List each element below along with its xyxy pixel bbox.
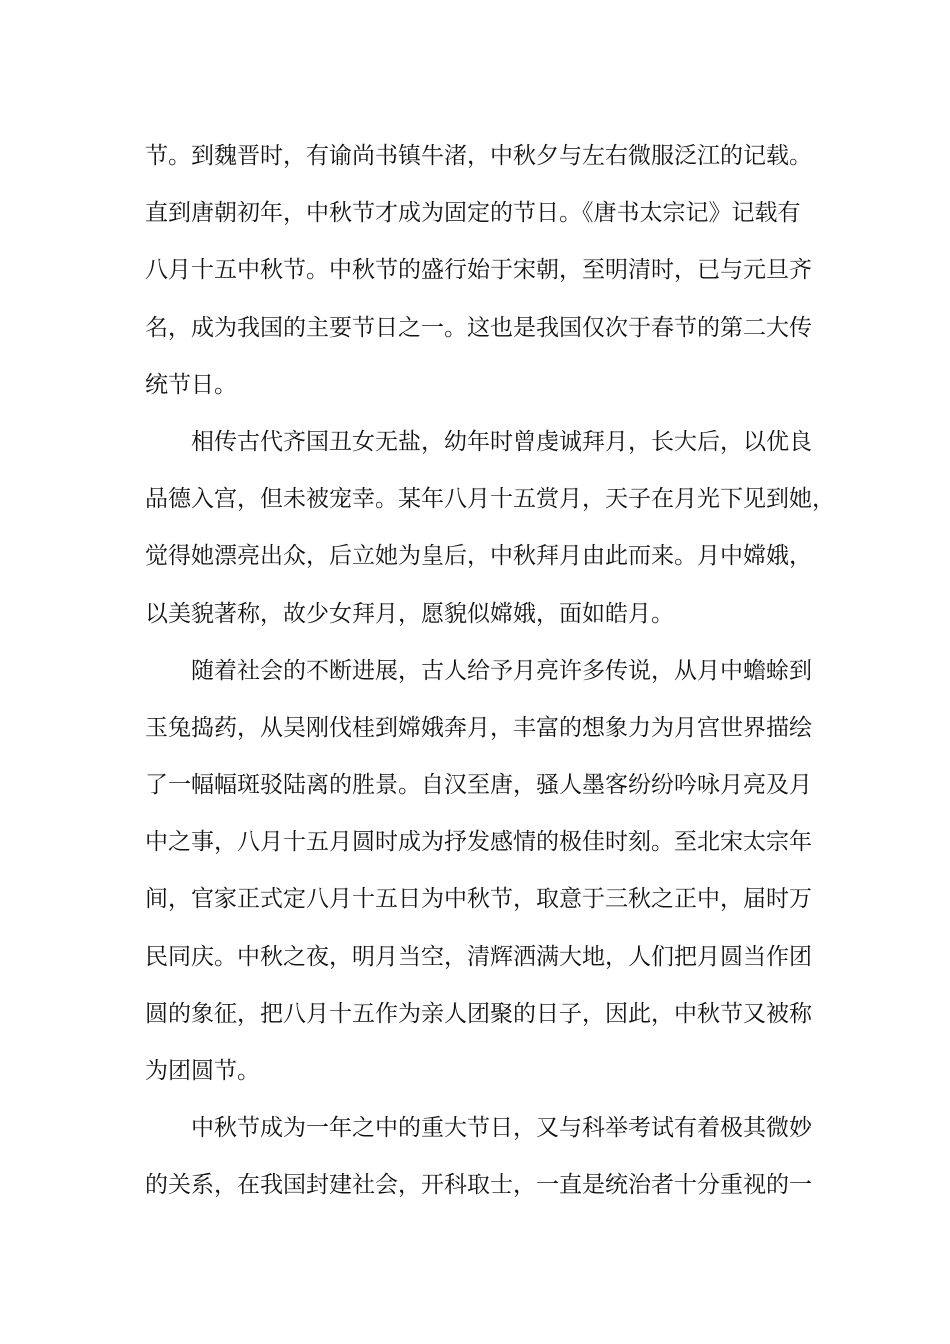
text-line: 中之事，八月十五月圆时成为抒发感情的极佳时刻。至北宋太宗年 xyxy=(145,829,812,856)
text-line: 玉兔捣药，从吴刚伐桂到嫦娥奔月，丰富的想象力为月宫世界描绘 xyxy=(145,714,812,741)
text-line: 以美貌著称，故少女拜月，愿貌似嫦娥，面如皓月。 xyxy=(145,600,674,627)
text-line: 觉得她漂亮出众，后立她为皇后，中秋拜月由此而来。月中嫦娥， xyxy=(145,543,812,570)
paragraph-first-line: 相传古代齐国丑女无盐，幼年时曾虔诚拜月，长大后，以优良 xyxy=(191,428,812,455)
text-line: 统节日。 xyxy=(145,371,237,398)
paragraph-first-line: 中秋节成为一年之中的重大节日，又与科举考试有着极其微妙 xyxy=(191,1115,812,1142)
text-line: 节。到魏晋时，有谕尚书镇牛渚，中秋夕与左右微服泛江的记载。 xyxy=(145,143,812,169)
document-body xyxy=(145,128,835,1215)
text-line: 直到唐朝初年，中秋节才成为固定的节日。《唐书太宗记》记载有 xyxy=(145,200,801,227)
text-line: 了一幅幅斑驳陆离的胜景。自汉至唐，骚人墨客纷纷吟咏月亮及月 xyxy=(145,772,812,799)
text-line: 名，成为我国的主要节日之一。这也是我国仅次于春节的第二大传 xyxy=(145,314,812,341)
text-line: 圆的象征，把八月十五作为亲人团聚的日子，因此，中秋节又被称 xyxy=(145,1000,812,1027)
paragraph-first-line: 随着社会的不断进展，古人给予月亮许多传说，从月中蟾蜍到 xyxy=(191,657,812,684)
text-line: 民同庆。中秋之夜，明月当空，清辉洒满大地，人们把月圆当作团 xyxy=(145,943,812,970)
text-line: 的关系，在我国封建社会，开科取士，一直是统治者十分重视的一 xyxy=(145,1172,812,1199)
text-line: 间，官家正式定八月十五日为中秋节，取意于三秋之正中，届时万 xyxy=(145,886,812,913)
text-line: 八月十五中秋节。中秋节的盛行始于宋朝，至明清时，已与元旦齐 xyxy=(145,257,812,284)
text-line: 品德入宫，但未被宠幸。某年八月十五赏月，天子在月光下见到她， xyxy=(145,486,835,513)
text-line: 为团圆节。 xyxy=(145,1058,260,1084)
